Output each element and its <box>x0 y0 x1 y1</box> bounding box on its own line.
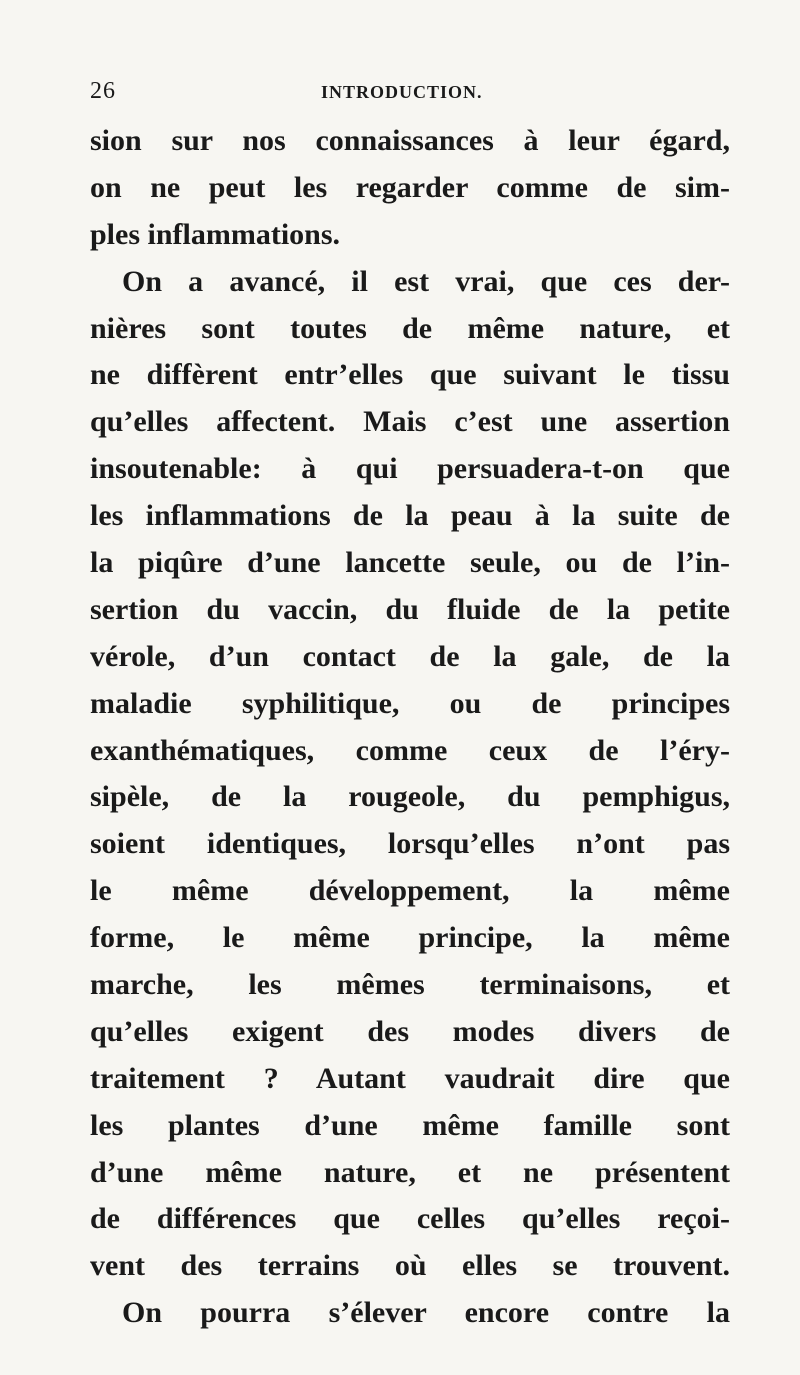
text-line: maladie syphilitique, ou de principes <box>90 686 730 720</box>
text-line: soient identiques, lorsqu’elles n’ont pas <box>90 827 730 861</box>
text-line: traitement ? Autant vaudrait dire que <box>90 1061 730 1095</box>
text-line: les inflammations de la peau à la suite de <box>90 499 730 533</box>
text-line: sipèle, de la rougeole, du pemphigus, <box>90 780 730 814</box>
text-line: marche, les mêmes terminaisons, et <box>90 968 730 1002</box>
text-line: vent des terrains où elles se trouvent. <box>90 1249 730 1283</box>
text-line: la piqûre d’une lancette seule, ou de l’in- <box>90 546 730 580</box>
text-line: sion sur nos connaissances à leur égard, <box>90 124 730 157</box>
body-text <box>90 118 730 1337</box>
text-line: insoutenable: à qui persuadera-t-on que <box>90 452 730 486</box>
text-line: On a avancé, il est vrai, que ces der- <box>122 264 730 298</box>
text-line: vérole, d’un contact de la gale, de la <box>90 639 730 673</box>
text-line: nières sont toutes de même nature, et <box>90 311 730 345</box>
text-line: ples inflammations. <box>90 217 341 251</box>
text-line: On pourra s’élever encore contre la <box>122 1296 730 1330</box>
text-line: ne diffèrent entr’elles que suivant le tissu <box>90 358 730 392</box>
page-header <box>90 78 730 108</box>
text-line: sertion du vaccin, du fluide de la petite <box>90 592 730 626</box>
text-line: exanthématiques, comme ceux de l’éry- <box>90 733 730 767</box>
text-line: les plantes d’une même famille sont <box>90 1108 730 1142</box>
text-line: de différences que celles qu’elles reçoi- <box>90 1202 730 1236</box>
text-line: on ne peut les regarder comme de sim- <box>90 170 730 204</box>
text-line: qu’elles exigent des modes divers de <box>90 1014 730 1048</box>
text-line: le même développement, la même <box>90 874 730 908</box>
text-line: d’une même nature, et ne présentent <box>90 1155 730 1189</box>
text-line: forme, le même principe, la même <box>90 921 730 955</box>
running-head: INTRODUCTION. <box>321 82 483 102</box>
page-number: 26 <box>90 78 116 104</box>
text-line: qu’elles affectent. Mais c’est une assertion <box>90 405 730 439</box>
